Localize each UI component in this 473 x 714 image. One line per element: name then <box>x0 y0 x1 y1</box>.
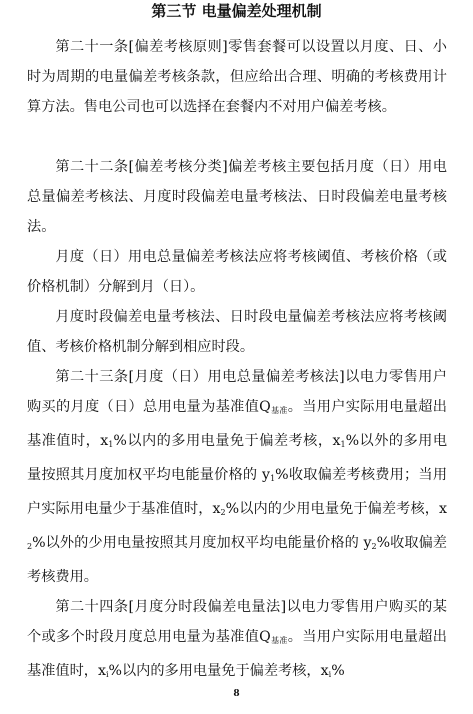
article-22-para-periods: 月度时段偏差电量考核法、日时段电量偏差考核法应将考核阈值、考核价格机制分解到相应时段。 <box>27 309 447 355</box>
subscript-base: 基准 <box>270 406 288 415</box>
section-title: 第三节 电量偏差处理机制 <box>151 2 322 20</box>
article-24: 第二十四条[月度分时段偏差电量法]以电力零售用户购买的某个或多个时段月度总用电量为基准值$Q_{基准}$。当用户实际用电量超出基准值时，$x_i\%$以内的多用电量免于偏差考核，$x_i\%$ <box>27 599 447 679</box>
article-22: 第二十二条[偏差考核分类]偏差考核主要包括月度（日）用电总量偏差考核法、月度时段偏差电量考核法、日时段偏差电量考核法。 <box>27 159 447 235</box>
article-23: 第二十三条[月度（日）用电总量偏差考核法]以电力零售用户购买的月度（日）总用电量为基准值$Q_{基准}$。当用户实际用电量超出基准值时，$x_1\%$以内的多用电量免于偏差考核，$x_1\%$以外的多用电量按照其月度加权平均电能量价格的 $y_1\%$收取偏差考核费用；当用户实际用电量少于基准值时，$x_2\%$以内的少用电量免于偏差考核，$x_2\%$以外的少用电量按照其月度加权平均电能量价格的 $y_2\%$收取偏差考核费用。 <box>27 369 448 585</box>
article-22-para-monthly: 月度（日）用电总量偏差考核法应将考核阈值、考核价格（或价格机制）分解到月（日）。 <box>27 249 447 295</box>
subscript-base: 基准 <box>270 636 288 645</box>
page-number: 8 <box>233 689 240 699</box>
article-21: 第二十一条[偏差考核原则]零售套餐可以设置以月度、日、小时为周期的电量偏差考核条款，但应给出合理、明确的考核费用计算方法。售电公司也可以选择在套餐内不对用户偏差考核。 <box>27 39 447 115</box>
